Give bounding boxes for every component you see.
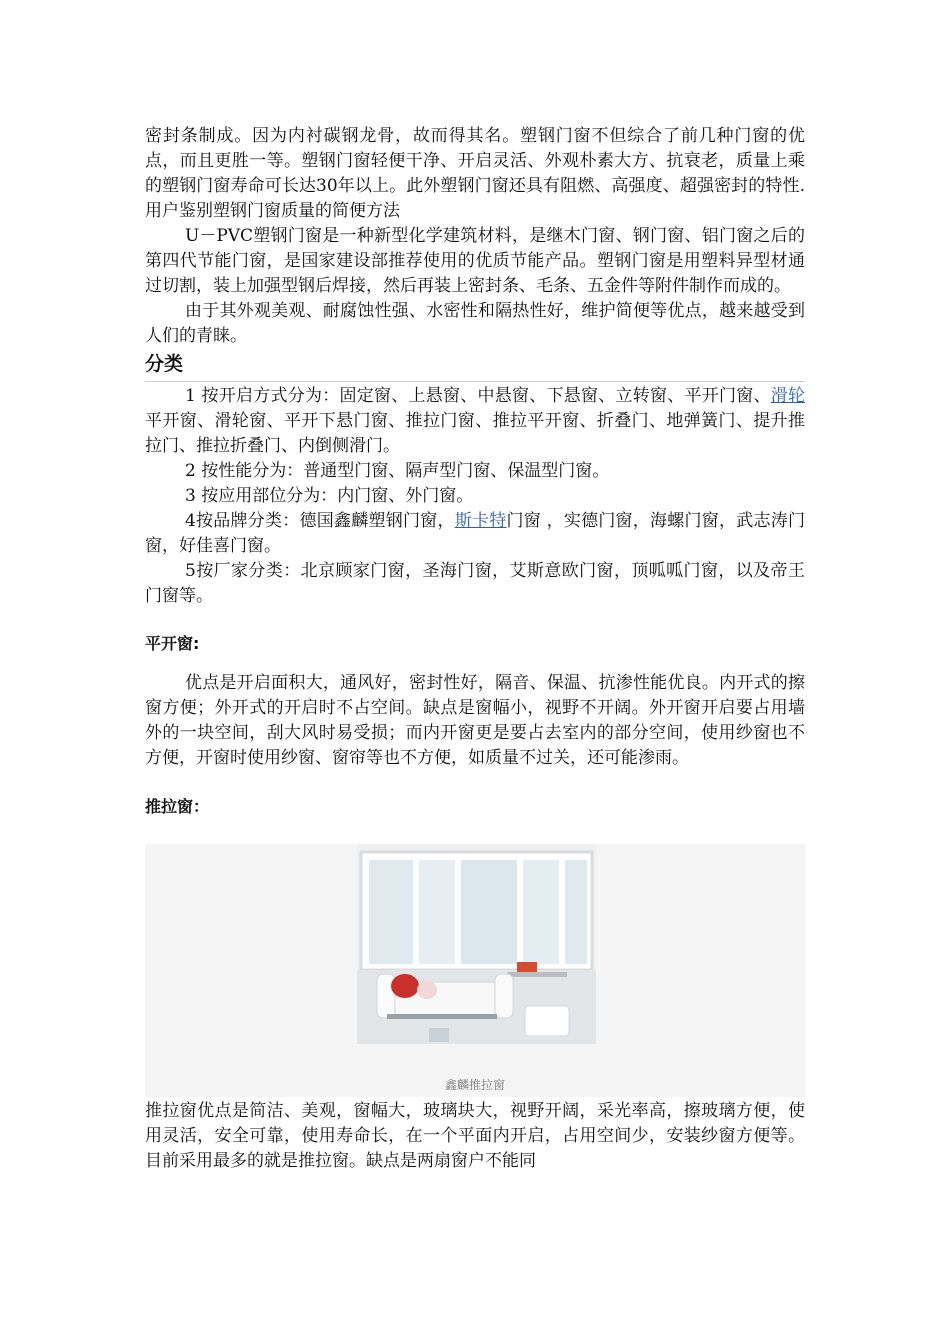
classification-item-4 xyxy=(145,509,805,559)
casement-title: 平开窗: xyxy=(145,634,200,653)
paragraph-intro: 密封条制成。因为内衬碳钢龙骨，故而得其名。塑钢门窗不但综合了前几种门窗的优点，而且更胜一等。塑钢门窗轻便干净、开启灵活、外观朴素大方、抗衰老，质量上乘的塑钢门窗寿命可长达30年以上。此外塑钢门窗还具有阻燃、高强度、超强密封的特性.用户鉴别塑钢门窗质量的简便方法 xyxy=(145,126,805,221)
item1-text-before: 1 按开启方式分为：固定窗、上悬窗、中悬窗、下悬窗、立转窗、平开门窗、 xyxy=(185,386,771,406)
pulley-link[interactable]: 滑轮 xyxy=(770,386,806,406)
casement-text: 优点是开启面积大，通风好，密封性好，隔音、保温、抗渗性能优良。内开式的擦窗方便；外开式的开启时不占空间。缺点是窗幅小，视野不开阔。外开窗开启要占用墙外的一块空间，刮大风时易受损；而内开窗更是要占去室内的部分空间，使用纱窗也不方便，开窗时使用纱窗、窗帘等也不方便，如质量不过关，还可能渗雨。 xyxy=(145,673,805,768)
sliding-text: 推拉窗优点是简洁、美观，窗幅大，玻璃块大，视野开阔，采光率高，擦玻璃方便，使用灵活，安全可靠，使用寿命长，在一个平面内开启，占用空间少，安装纱窗方便等。目前采用最多的就是推拉窗。缺点是两扇窗户不能同 xyxy=(145,1101,805,1171)
scarter-link[interactable]: 斯卡特 xyxy=(454,511,507,531)
section-divider xyxy=(145,381,805,382)
classification-item-5: 5按厂家分类：北京顾家门窗，圣海门窗，艾斯意欧门窗，顶呱呱门窗，以及帝王门窗等。 xyxy=(145,561,805,606)
section-title: 分类 xyxy=(145,353,184,375)
sliding-window-photo xyxy=(357,844,596,1044)
living-room-illustration xyxy=(357,844,596,1044)
item4-text-after: 门窗 ，实德门窗，海螺门窗，武志涛门窗，好佳喜门窗。 xyxy=(145,511,805,556)
classification-item-3: 3 按应用部位分为：内门窗、外门窗。 xyxy=(185,486,474,506)
paragraph-advantages: 由于其外观美观、耐腐蚀性强、水密性和隔热性好，维护简便等优点，越来越受到人们的青睐。 xyxy=(145,301,805,346)
classification-item-1 xyxy=(145,384,805,459)
paragraph-upvc: U－PVC塑钢门窗是一种新型化学建筑材料，是继木门窗、钢门窗、铝门窗之后的第四代节能门窗，是国家建设部推荐使用的优质节能产品。塑钢门窗是用塑料异型材通过切割，装上加强型钢后焊接，然后再装上密封条、毛条、五金件等附件制作而成的。 xyxy=(145,226,805,296)
item4-text-before: 4按品牌分类：德国鑫麟塑钢门窗， xyxy=(185,511,455,531)
item1-text-after: 平开窗、滑轮窗、平开下悬门窗、推拉门窗、推拉平开窗、折叠门、地弹簧门、提升推拉门、推拉折叠门、内倒侧滑门。 xyxy=(145,411,805,456)
figure-container xyxy=(145,844,805,1097)
sliding-title: 推拉窗： xyxy=(145,797,210,816)
figure-caption: 鑫麟推拉窗 xyxy=(444,1078,505,1092)
classification-item-2: 2 按性能分为：普通型门窗、隔声型门窗、保温型门窗。 xyxy=(185,461,610,481)
document-page xyxy=(145,124,805,1174)
